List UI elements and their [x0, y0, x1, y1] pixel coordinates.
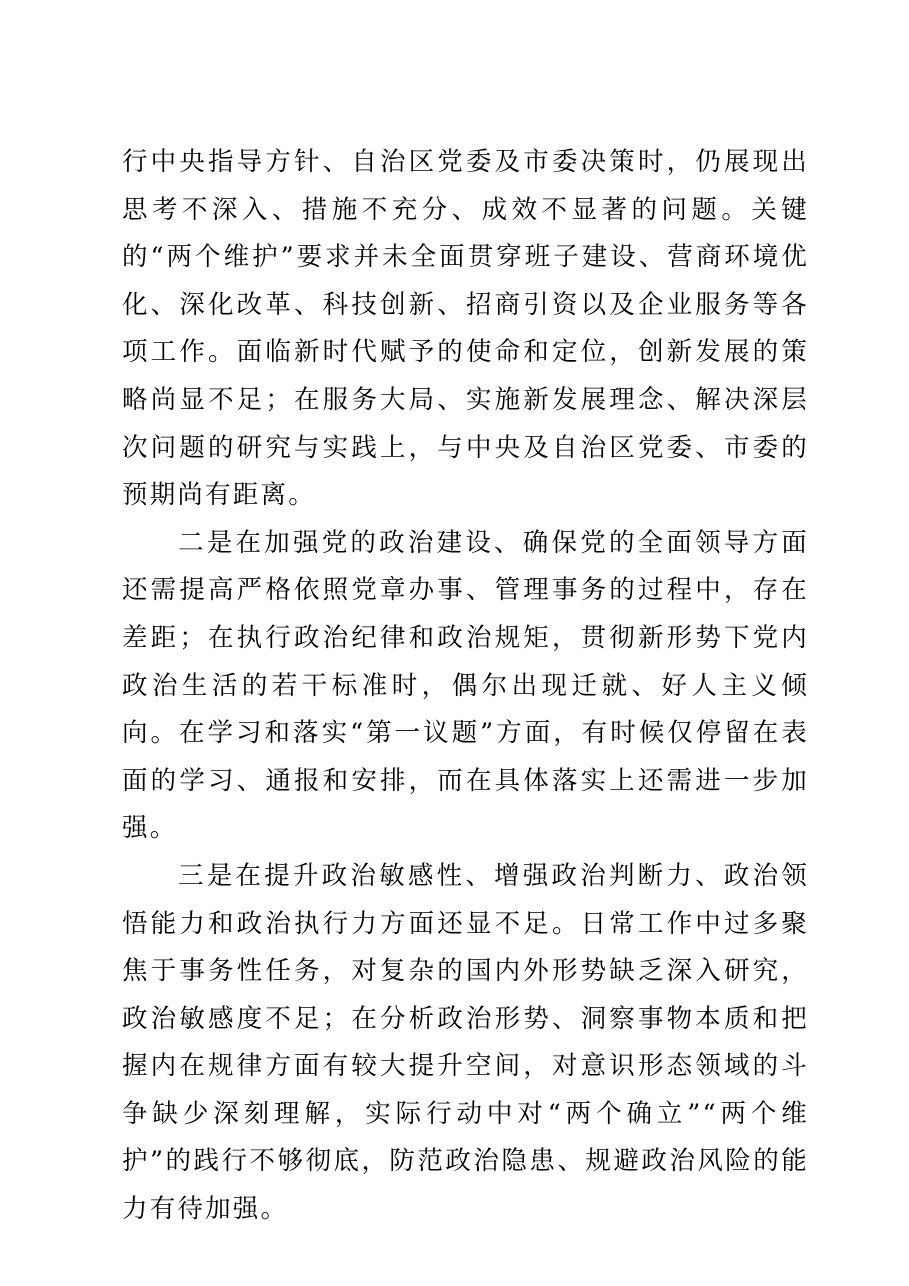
paragraph-continuation: 行中央指导方针、自治区党委及市委决策时，仍展现出思考不深入、措施不充分、成效不显著的问题。关键的“两个维护”要求并未全面贯穿班子建设、营商环境优化、深化改革、科技创新、招商引资以及企业服务等各项工作。面临新时代赋予的使命和定位，创新发展的策略尚显不足；在服务大局、实施新发展理念、解决深层次问题的研究与实践上，与中央及自治区党委、市委的预期尚有距离。 [122, 147, 809, 511]
document-body [122, 139, 809, 1234]
paragraph-point-three: 三是在提升政治敏感性、增强政治判断力、政治领悟能力和政治执行力方面还显不足。日常工作中过多聚焦于事务性任务，对复杂的国内外形势缺乏深入研究，政治敏感度不足；在分析政治形势、洞察事物本质和把握内在规律方面有较大提升空间，对意识形态领域的斗争缺少深刻理解，实际行动中对“两个确立”“两个维护”的践行不够彻底，防范政治隐患、规避政治风险的能力有待加强。 [122, 860, 809, 1225]
paragraph-point-two: 二是在加强党的政治建设、确保党的全面领导方面还需提高严格依照党章办事、管理事务的过程中，存在差距；在执行政治纪律和政治规矩，贯彻新形势下党内政治生活的若干标准时，偶尔出现迁就、好人主义倾向。在学习和落实“第一议题”方面，有时候仅停留在表面的学习、通报和安排，而在具体落实上还需进一步加强。 [122, 527, 809, 844]
